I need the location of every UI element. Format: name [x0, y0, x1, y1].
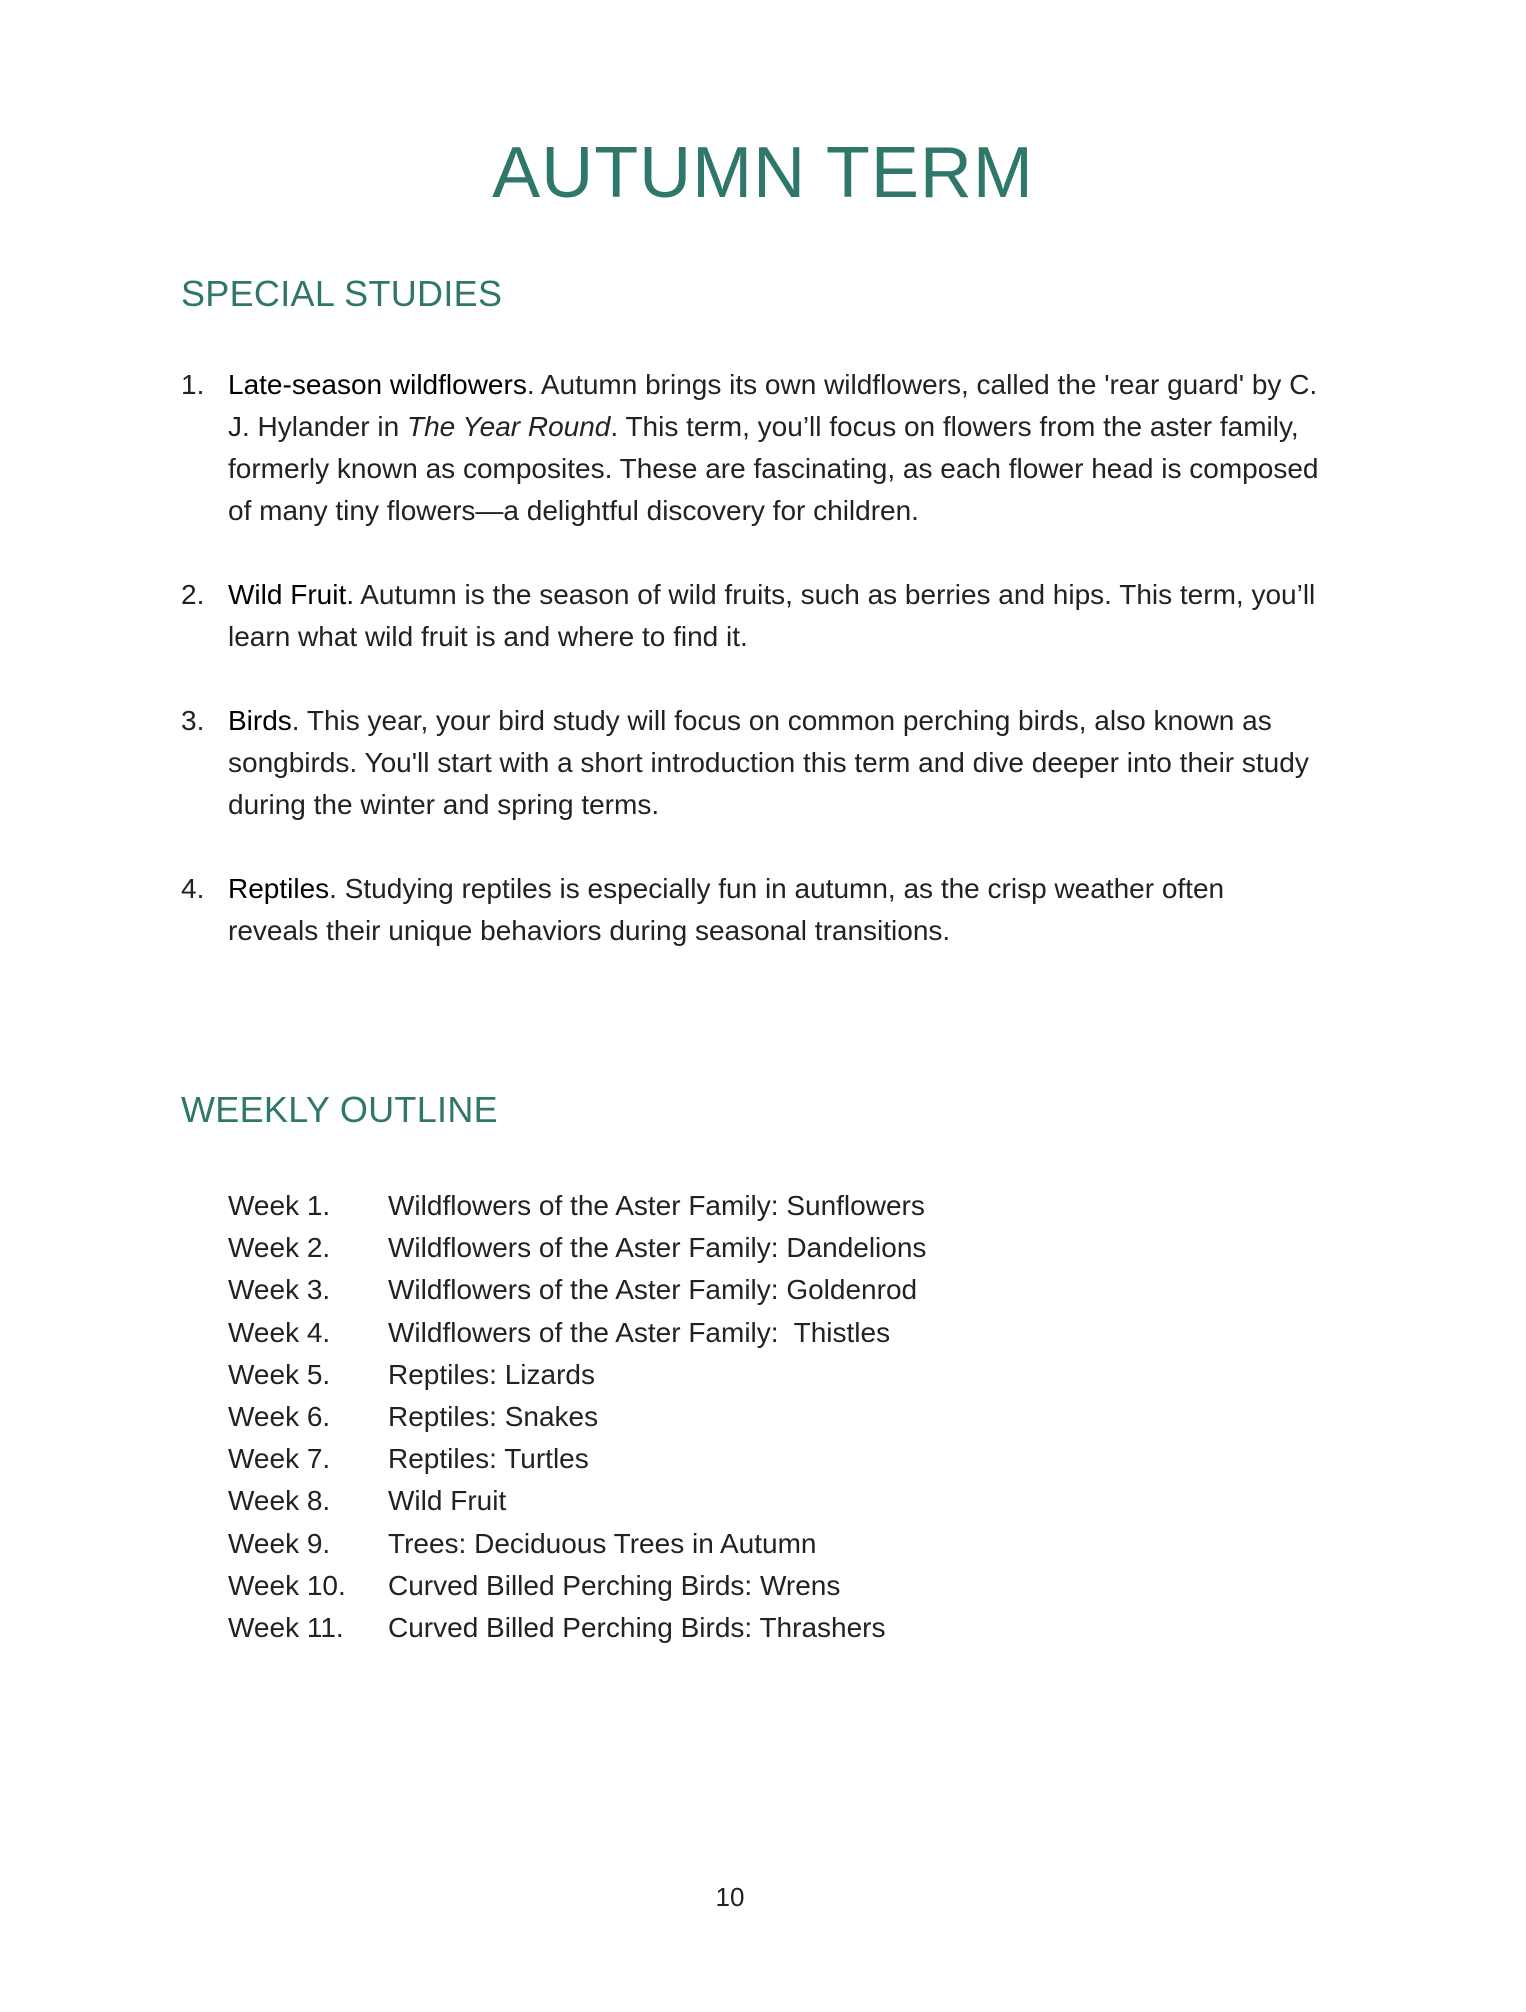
week-row: [228, 1480, 1128, 1522]
week-row: [228, 1523, 1128, 1565]
study-text: . Studying reptiles is especially fun in autumn, as the crisp weather often reveals their unique behaviors during seasonal transitions.: [228, 873, 1225, 946]
special-studies-list: [181, 364, 1321, 994]
study-title: Reptiles: [228, 873, 330, 904]
week-topic: Wildflowers of the Aster Family: Dandelions: [388, 1232, 927, 1264]
study-number: 1.: [181, 369, 205, 400]
week-label: Week 6.: [228, 1401, 331, 1433]
week-row: [228, 1354, 1128, 1396]
study-text: . Autumn brings its own wildflowers, called the 'rear guard' by C. J. Hylander in: [228, 369, 1318, 442]
week-row: [228, 1607, 1128, 1649]
week-topic: Reptiles: Lizards: [388, 1358, 595, 1390]
week-row: [228, 1396, 1128, 1438]
study-item-late-season-wildflowers: [181, 364, 1321, 532]
week-topic: Wild Fruit: [388, 1485, 507, 1517]
study-text: Autumn is the season of wild fruits, such as berries and hips. This term, you’ll learn what wild fruit is and where to find it.: [228, 579, 1316, 652]
week-label: Week 4.: [228, 1316, 331, 1348]
week-row: [228, 1565, 1128, 1607]
study-number: 3.: [181, 705, 205, 736]
week-topic: Curved Billed Perching Birds: Thrashers: [388, 1612, 886, 1644]
week-row: [228, 1185, 1128, 1227]
week-label: Week 9.: [228, 1527, 331, 1559]
study-item-wild-fruit: [181, 574, 1321, 658]
week-topic: Wildflowers of the Aster Family: Goldenrod: [388, 1274, 918, 1306]
study-title: Birds: [228, 705, 292, 736]
book-title: The Year Round: [406, 411, 611, 442]
week-topic: Wildflowers of the Aster Family: Thistles: [388, 1316, 891, 1348]
week-topic: Trees: Deciduous Trees in Autumn: [388, 1527, 817, 1559]
week-label: Week 2.: [228, 1232, 331, 1264]
study-title: Wild Fruit.: [228, 579, 354, 610]
study-text: . This term, you’ll focus on flowers from the aster family, formerly known as composites. These are fascinating, as each flower head is composed of many tiny flowers—a delightful discovery for children.: [228, 411, 1319, 526]
week-topic: Curved Billed Perching Birds: Wrens: [388, 1569, 841, 1601]
week-row: [228, 1438, 1128, 1480]
week-label: Week 11.: [228, 1612, 344, 1644]
week-row: [228, 1312, 1128, 1354]
weekly-outline-heading: WEEKLY OUTLINE: [181, 1089, 498, 1130]
study-title: Late-season wildflowers: [228, 369, 527, 400]
page-number: 10: [715, 1882, 745, 1912]
study-number: 4.: [181, 873, 205, 904]
study-text: . This year, your bird study will focus on common perching birds, also known as songbirds. You'll start with a short introduction this term and dive deeper into their study during the winter and spring terms.: [228, 705, 1309, 820]
week-label: Week 1.: [228, 1190, 331, 1221]
week-label: Week 10.: [228, 1569, 346, 1601]
week-topic: Wildflowers of the Aster Family: Sunflowers: [388, 1190, 925, 1221]
weekly-outline-list: [228, 1185, 1128, 1649]
page-title: AUTUMN TERM: [492, 133, 1034, 213]
week-label: Week 7.: [228, 1443, 331, 1475]
week-row: [228, 1269, 1128, 1311]
week-row: [228, 1227, 1128, 1269]
study-item-reptiles: [181, 868, 1321, 952]
week-label: Week 8.: [228, 1485, 331, 1517]
study-number: 2.: [181, 579, 205, 610]
week-topic: Reptiles: Snakes: [388, 1401, 599, 1433]
week-label: Week 3.: [228, 1274, 331, 1306]
study-item-birds: [181, 700, 1321, 826]
week-label: Week 5.: [228, 1358, 331, 1390]
week-topic: Reptiles: Turtles: [388, 1443, 589, 1475]
special-studies-heading: SPECIAL STUDIES: [181, 273, 503, 314]
